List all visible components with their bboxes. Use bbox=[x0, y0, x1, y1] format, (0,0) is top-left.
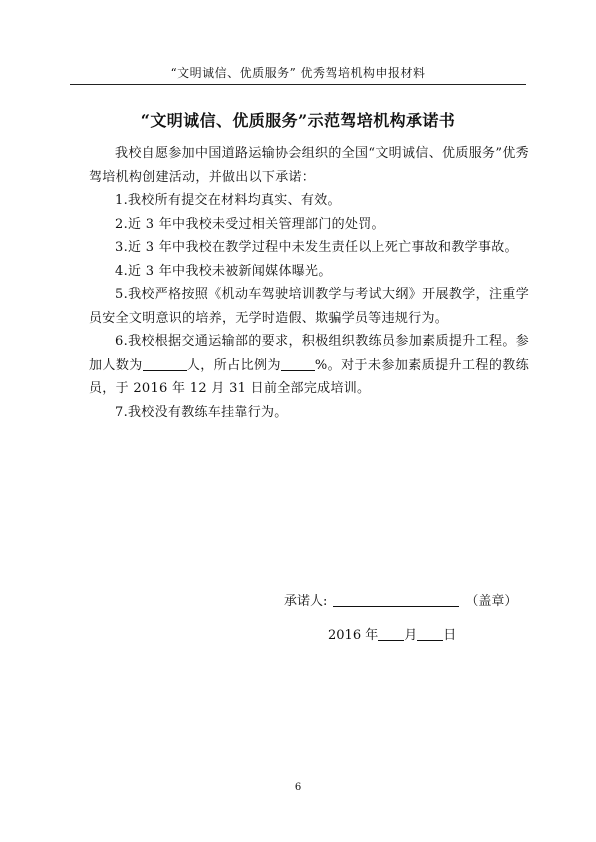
commitment-item-6 bbox=[89, 330, 529, 401]
signature-blank bbox=[333, 592, 459, 607]
commitment-item-1: 1.我校所有提交在材料均真实、有效。 bbox=[115, 193, 341, 208]
day-blank bbox=[417, 626, 443, 641]
document-body bbox=[89, 142, 529, 424]
commitment-item-2: 2.近 3 年中我校未受过相关管理部门的处罚。 bbox=[115, 216, 385, 232]
item6-text-part3: %。对于未参加素质提升工程的教练员，于 2016 年 12 月 31 日前全部完成培训。 bbox=[89, 357, 530, 396]
commitment-item-5: 5.我校严格按照《机动车驾驶培训教学与考试大纲》开展教学，注重学员安全文明意识的培养，无学时造假、欺骗学员等违规行为。 bbox=[89, 287, 529, 326]
item6-text-part1: 6.我校根据交通运输部的要求，积极组织教练员参加素质提升工程。参加人数为 bbox=[89, 334, 529, 373]
intro-paragraph: 我校自愿参加中国道路运输协会组织的全国“文明诚信、优质服务”优秀驾培机构创建活动，并做出以下承诺： bbox=[89, 146, 529, 185]
date-line bbox=[328, 624, 456, 643]
page-number: 6 bbox=[294, 782, 302, 793]
date-year: 2016 年 bbox=[328, 628, 379, 643]
commitment-item-3: 3.近 3 年中我校在教学过程中未发生责任以上死亡事故和教学事故。 bbox=[115, 240, 518, 255]
document-title: “文明诚信、优质服务”示范驾培机构承诺书 bbox=[140, 111, 456, 130]
participant-ratio-blank bbox=[281, 356, 315, 371]
commitment-item-7: 7.我校没有教练车挂靠行为。 bbox=[115, 404, 288, 420]
stamp-note: （盖章） bbox=[465, 594, 518, 609]
item6-text-part2: 人，所占比例为 bbox=[186, 357, 281, 373]
signatory-label: 承诺人: bbox=[284, 594, 328, 609]
participant-count-blank bbox=[143, 356, 187, 371]
header-divider bbox=[70, 84, 526, 85]
month-blank bbox=[378, 626, 404, 641]
signature-line bbox=[284, 590, 517, 609]
commitment-item-4: 4.近 3 年中我校未被新闻媒体曝光。 bbox=[115, 263, 332, 279]
date-day: 日 bbox=[443, 628, 457, 643]
running-header: “文明诚信、优质服务” 优秀驾培机构申报材料 bbox=[170, 66, 426, 80]
date-month: 月 bbox=[404, 628, 418, 643]
